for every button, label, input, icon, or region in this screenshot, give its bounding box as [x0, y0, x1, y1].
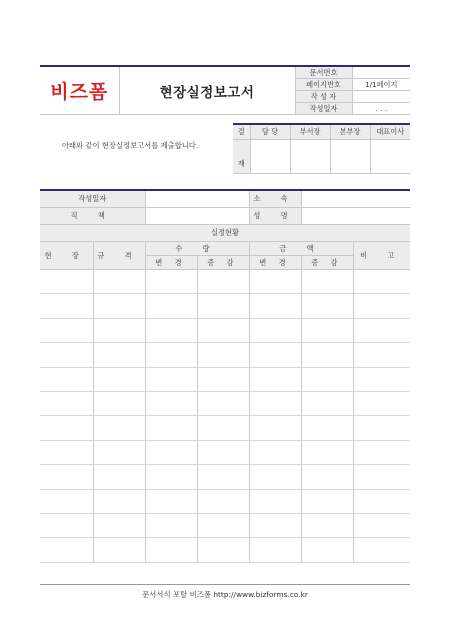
table-cell[interactable] — [93, 416, 145, 440]
doc-number-value[interactable] — [352, 66, 410, 79]
footer-text: 문서서식 포탈 비즈폼 http://www.bizforms.co.kr — [142, 590, 308, 599]
table-row — [40, 318, 410, 342]
table-cell[interactable] — [301, 440, 353, 464]
table-cell[interactable] — [93, 440, 145, 464]
table-row — [40, 367, 410, 391]
table-row — [40, 440, 410, 464]
page-number-label: 페이지번호 — [295, 79, 352, 91]
table-cell[interactable] — [249, 513, 301, 537]
footer-divider — [40, 584, 410, 585]
document-title: 현장실정보고서 — [159, 84, 255, 101]
table-cell[interactable] — [197, 270, 249, 294]
section-title: 실정현황 — [40, 225, 410, 242]
table-cell[interactable] — [249, 538, 301, 562]
table-cell[interactable] — [353, 391, 410, 415]
logo — [40, 66, 119, 115]
table-cell[interactable] — [301, 318, 353, 342]
table-cell[interactable] — [40, 465, 93, 489]
table-cell[interactable] — [197, 538, 249, 562]
table-cell[interactable] — [353, 270, 410, 294]
author-label: 작 성 자 — [295, 91, 352, 103]
table-cell[interactable] — [93, 538, 145, 562]
table-cell[interactable] — [145, 270, 197, 294]
document-header — [40, 65, 410, 115]
table-cell[interactable] — [197, 416, 249, 440]
table-cell[interactable] — [197, 391, 249, 415]
table-cell[interactable] — [145, 367, 197, 391]
signature-dept-head[interactable] — [290, 140, 330, 174]
col-remarks: 비 고 — [353, 242, 410, 270]
table-cell[interactable] — [40, 367, 93, 391]
table-cell[interactable] — [353, 294, 410, 318]
table-cell[interactable] — [301, 489, 353, 513]
table-cell[interactable] — [40, 294, 93, 318]
table-cell[interactable] — [145, 343, 197, 367]
info-date-value[interactable] — [145, 190, 249, 208]
table-cell[interactable] — [197, 367, 249, 391]
table-cell[interactable] — [353, 343, 410, 367]
table-row — [40, 416, 410, 440]
doc-number-label: 문서번호 — [295, 66, 352, 79]
table-cell[interactable] — [93, 489, 145, 513]
table-cell[interactable] — [249, 294, 301, 318]
table-cell[interactable] — [93, 318, 145, 342]
table-cell[interactable] — [93, 270, 145, 294]
table-row — [40, 489, 410, 513]
approval-role-dept-head: 부서장 — [290, 124, 330, 140]
col-amount: 금 액 — [249, 242, 353, 256]
logo-text: 비즈폼 — [50, 81, 109, 103]
table-cell[interactable] — [40, 318, 93, 342]
info-name-label: 성 명 — [249, 208, 301, 225]
table-row — [40, 294, 410, 318]
approval-role-ceo: 대표이사 — [370, 124, 410, 140]
table-cell[interactable] — [301, 513, 353, 537]
table-cell[interactable] — [93, 391, 145, 415]
table-cell[interactable] — [301, 391, 353, 415]
table-cell[interactable] — [353, 318, 410, 342]
table-row — [40, 343, 410, 367]
table-cell[interactable] — [197, 489, 249, 513]
table-cell[interactable] — [40, 416, 93, 440]
table-row — [40, 513, 410, 537]
info-position-value[interactable] — [145, 208, 249, 225]
approval-role-staff: 담 당 — [250, 124, 290, 140]
table-cell[interactable] — [301, 538, 353, 562]
write-date-value[interactable]: . . . — [352, 103, 410, 115]
table-cell[interactable] — [145, 440, 197, 464]
table-cell[interactable] — [145, 538, 197, 562]
table-row — [40, 391, 410, 415]
table-cell[interactable] — [249, 391, 301, 415]
approval-box — [233, 123, 410, 174]
data-rows — [40, 270, 410, 563]
table-cell[interactable] — [249, 416, 301, 440]
signature-staff[interactable] — [250, 140, 290, 174]
table-cell[interactable] — [353, 465, 410, 489]
table-cell[interactable] — [353, 489, 410, 513]
table-cell[interactable] — [197, 343, 249, 367]
page-number-value: 1/1페이지 — [352, 79, 410, 91]
author-value[interactable] — [352, 91, 410, 103]
table-cell[interactable] — [145, 318, 197, 342]
table-row — [40, 270, 410, 294]
table-cell[interactable] — [145, 489, 197, 513]
table-cell[interactable] — [197, 440, 249, 464]
table-cell[interactable] — [249, 318, 301, 342]
table-cell[interactable] — [197, 318, 249, 342]
write-date-label: 작성일자 — [295, 103, 352, 115]
approval-side-top: 결 — [233, 124, 250, 140]
table-cell[interactable] — [40, 440, 93, 464]
info-date-label: 작성일자 — [40, 190, 145, 208]
table-cell[interactable] — [93, 294, 145, 318]
table-cell[interactable] — [93, 465, 145, 489]
table-cell[interactable] — [353, 440, 410, 464]
table-cell[interactable] — [249, 465, 301, 489]
approval-role-division-head: 본부장 — [330, 124, 370, 140]
table-cell[interactable] — [197, 294, 249, 318]
table-cell[interactable] — [93, 343, 145, 367]
table-cell[interactable] — [301, 367, 353, 391]
table-cell[interactable] — [301, 465, 353, 489]
info-dept-value[interactable] — [301, 190, 410, 208]
signature-ceo[interactable] — [370, 140, 410, 174]
table-cell[interactable] — [145, 416, 197, 440]
table-row — [40, 465, 410, 489]
col-quantity-increase-decrease: 증 감 — [197, 256, 249, 270]
info-name-value[interactable] — [301, 208, 410, 225]
table-cell[interactable] — [353, 416, 410, 440]
table-cell[interactable] — [301, 294, 353, 318]
col-quantity-change: 변 경 — [145, 256, 197, 270]
col-amount-increase-decrease: 증 감 — [301, 256, 353, 270]
col-amount-change: 변 경 — [249, 256, 301, 270]
table-cell[interactable] — [301, 270, 353, 294]
table-cell[interactable] — [40, 489, 93, 513]
table-cell[interactable] — [249, 489, 301, 513]
table-cell[interactable] — [301, 343, 353, 367]
submission-text: 아래와 같이 현장실정보고서를 제출합니다. — [62, 141, 199, 150]
table-cell[interactable] — [145, 465, 197, 489]
table-cell[interactable] — [145, 391, 197, 415]
table-row — [40, 538, 410, 562]
table-cell[interactable] — [197, 513, 249, 537]
table-cell[interactable] — [249, 270, 301, 294]
table-cell[interactable] — [40, 270, 93, 294]
table-cell[interactable] — [353, 367, 410, 391]
table-cell[interactable] — [249, 343, 301, 367]
col-spec: 규 격 — [93, 242, 145, 270]
col-quantity: 수 량 — [145, 242, 249, 256]
table-cell[interactable] — [353, 513, 410, 537]
table-cell[interactable] — [353, 538, 410, 562]
info-dept-label: 소 속 — [249, 190, 301, 208]
report-table — [40, 189, 410, 563]
table-cell[interactable] — [40, 391, 93, 415]
signature-division-head[interactable] — [330, 140, 370, 174]
table-cell[interactable] — [40, 343, 93, 367]
approval-side-bottom: 재 — [233, 140, 250, 174]
info-position-label: 직 책 — [40, 208, 145, 225]
table-cell[interactable] — [93, 367, 145, 391]
table-cell[interactable] — [40, 538, 93, 562]
table-cell[interactable] — [40, 513, 93, 537]
col-site: 현 장 — [40, 242, 93, 270]
table-cell[interactable] — [301, 416, 353, 440]
table-cell[interactable] — [249, 440, 301, 464]
title-cell — [119, 66, 295, 115]
table-cell[interactable] — [197, 465, 249, 489]
table-cell[interactable] — [93, 513, 145, 537]
table-cell[interactable] — [145, 513, 197, 537]
table-cell[interactable] — [249, 367, 301, 391]
table-cell[interactable] — [145, 294, 197, 318]
